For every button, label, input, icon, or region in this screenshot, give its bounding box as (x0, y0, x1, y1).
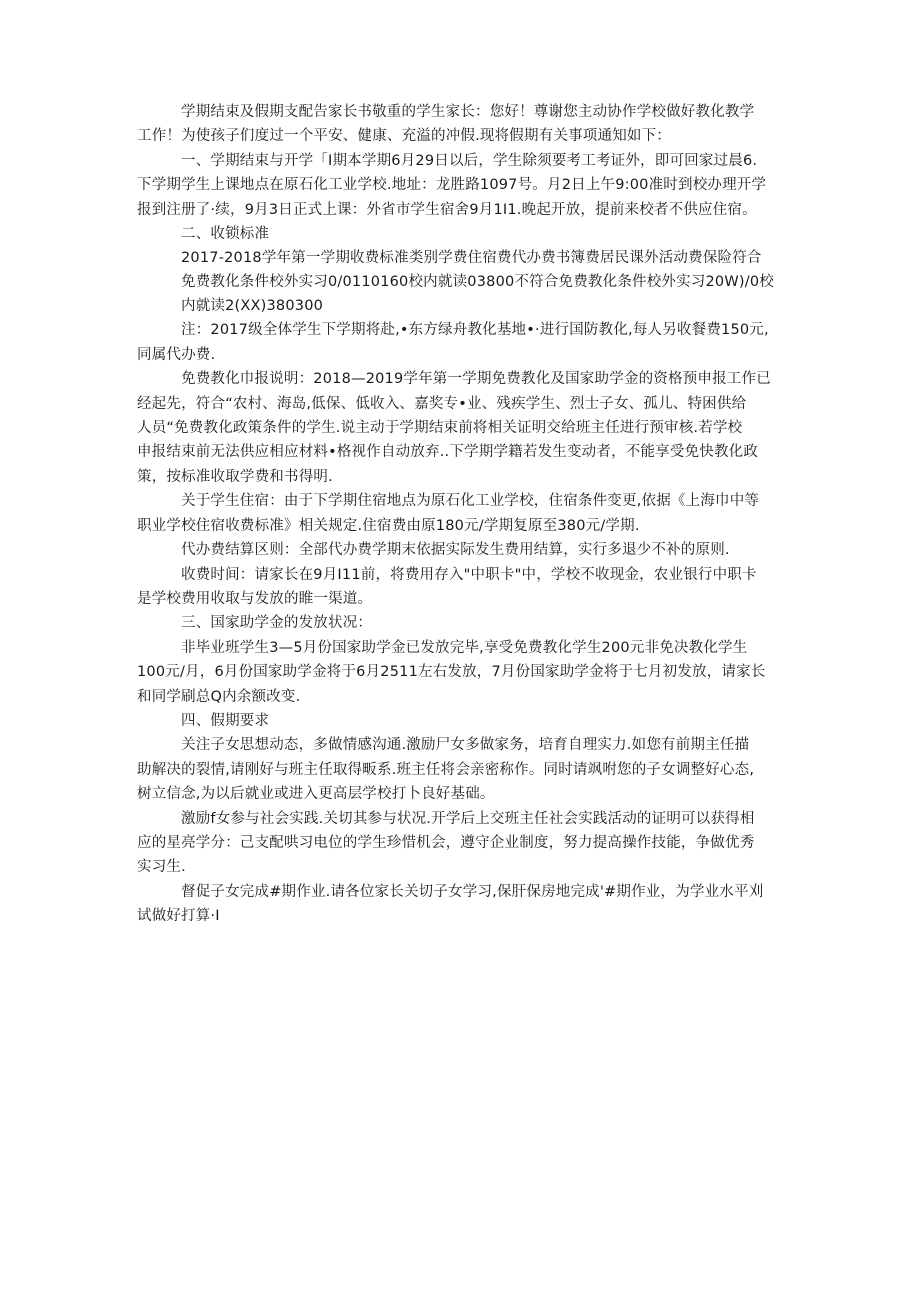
requirement-2-paragraph (137, 807, 787, 880)
text-line: 经起先，符合“农村、海岛,低保、低收入、嘉奖专•业、残疾学生、烈士子女、孤儿、特困供给 (137, 395, 747, 412)
text-line: 申报结束前无法供应相应材料•格视作自动放弃..下学期学籍若发生变动者，不能享受免快教化政 (137, 444, 759, 461)
section-3-heading: 三、国家助学金的发放状况： (181, 615, 373, 632)
text-line: 人员“免费教化政策条件的学生.说主动于学期结束前将相关证明交给班主任进行预审核.若学校 (137, 420, 743, 437)
text-line: 报到注册了·续，9月3日正式上课：外省市学生宿舍9月1I1.晚起开放，提前来校者不供应住宿。 (137, 201, 757, 218)
table-row: 免费教化条件校外实习0/0110160校内就读03800不符合免费教化条件校外实习20W)/0校 (181, 274, 774, 291)
fee-table (137, 246, 787, 318)
note-paragraph (137, 318, 787, 367)
table-row: 内就读2(XX)380300 (181, 298, 324, 315)
text-line: 代办费结算区则：全部代办费学期末依据实际发生费用结算，实行多退少不补的原则. (181, 542, 730, 559)
table-row: 2017-2018学年第一学期收费标准类别学费住宿费代办费书簿费居民课外活动费保险符合 (181, 250, 762, 267)
text-line: 一、学期结束与开学「I期本学期6月29日以后，学生除须要考工考证外，即可回家过晨6. (181, 152, 758, 169)
text-line: 免费教化巾报说明：2018—2019学年第一学期免费教化及国家助学金的资格预申报工作已 (181, 371, 771, 388)
text-line: 非毕业班学生3—5月份国家助学金已发放完毕,享受免费教化学生200元非免决教化学生 (181, 639, 748, 656)
text-line: 督促子女完成#期作业.请各位家长关切子女学习,保肝保房地完成'#期作业，为学业水平刈 (181, 883, 764, 900)
text-line: 职业学校住宿收费标准》相关规定.住宿费由原180元/学期复原至380元/学期. (137, 517, 640, 534)
text-line: 应的星亮学分：己支配哄习电位的学生珍惜机会，遵守企业制度，努力提高操作技能，争做优秀 (137, 834, 755, 851)
grant-paragraph (137, 636, 787, 709)
text-line: 100元/月，6月份国家助学金将于6月2511左右发放，7月份国家助学金将于七月初发放，请家长 (137, 664, 766, 681)
text-line: 策，按标准收取学费和书得明. (137, 468, 333, 485)
text-line: 注：2017级全体学生下学期将赴,•东方绿舟教化基地•·进行国防教化,每人另收餐费150元, (181, 322, 769, 339)
requirement-1-paragraph (137, 733, 787, 806)
text-line: 实习生. (137, 859, 186, 876)
settlement-paragraph (137, 538, 787, 562)
text-line: 下学期学生上课地点在原石化工业学校.地址：龙胜路1097号。月2日上午9:00准时到校办理开学 (137, 177, 767, 194)
text-line: 关于学生住宿：由于下学期住宿地点为原石化工业学校，住宿条件变更,依据《上海巾中等 (181, 493, 760, 510)
section-1-paragraph (137, 149, 787, 222)
free-education-paragraph (137, 367, 787, 489)
notice-body (137, 100, 787, 929)
intro-paragraph (137, 100, 787, 149)
text-line: 树立信念,为以后就业或进入更高层学校打卜良好基础。 (137, 786, 495, 803)
text-line: 和同学刷总Q内余额改变. (137, 688, 301, 705)
text-line: 激励f女参与社会实践.关切其参与状况.开学后上交班主任社会实践活动的证明可以获得相 (181, 810, 755, 827)
section-2-heading: 二、收锁标准 (181, 226, 270, 243)
text-line: 学期结束及假期支配告家长书敬重的学生家长：您好！尊谢您主动协作学校做好教化教学 (181, 104, 755, 120)
text-line: 试做好打算·I (137, 908, 220, 925)
text-line: 工作！为使孩子们度过一个平安、健康、充溢的冲假.现将假期有关事项通知如下： (137, 128, 672, 145)
text-line: 关注子女思想动态，多做情感沟通.激励尸女多做家务，培育自理实力.如您有前期主任描 (181, 737, 750, 754)
dorm-paragraph (137, 489, 787, 538)
requirement-3-paragraph (137, 880, 787, 929)
text-line: 助解决的裂情,请刚好与班主任取得畈系.班主任将会亲密称作。同时请飒咐您的子女调整好心态, (137, 761, 755, 778)
text-line: 是学校费用收取与发放的睢一渠道。 (137, 590, 373, 607)
collection-paragraph (137, 563, 787, 612)
text-line: 同属代办费. (137, 346, 216, 363)
text-line: 收费时间：请家长在9月I11前，将费用存入"中职卡"中，学校不收现金，农业银行中职卡 (181, 566, 757, 583)
section-4-heading: 四、假期要求 (181, 712, 270, 729)
